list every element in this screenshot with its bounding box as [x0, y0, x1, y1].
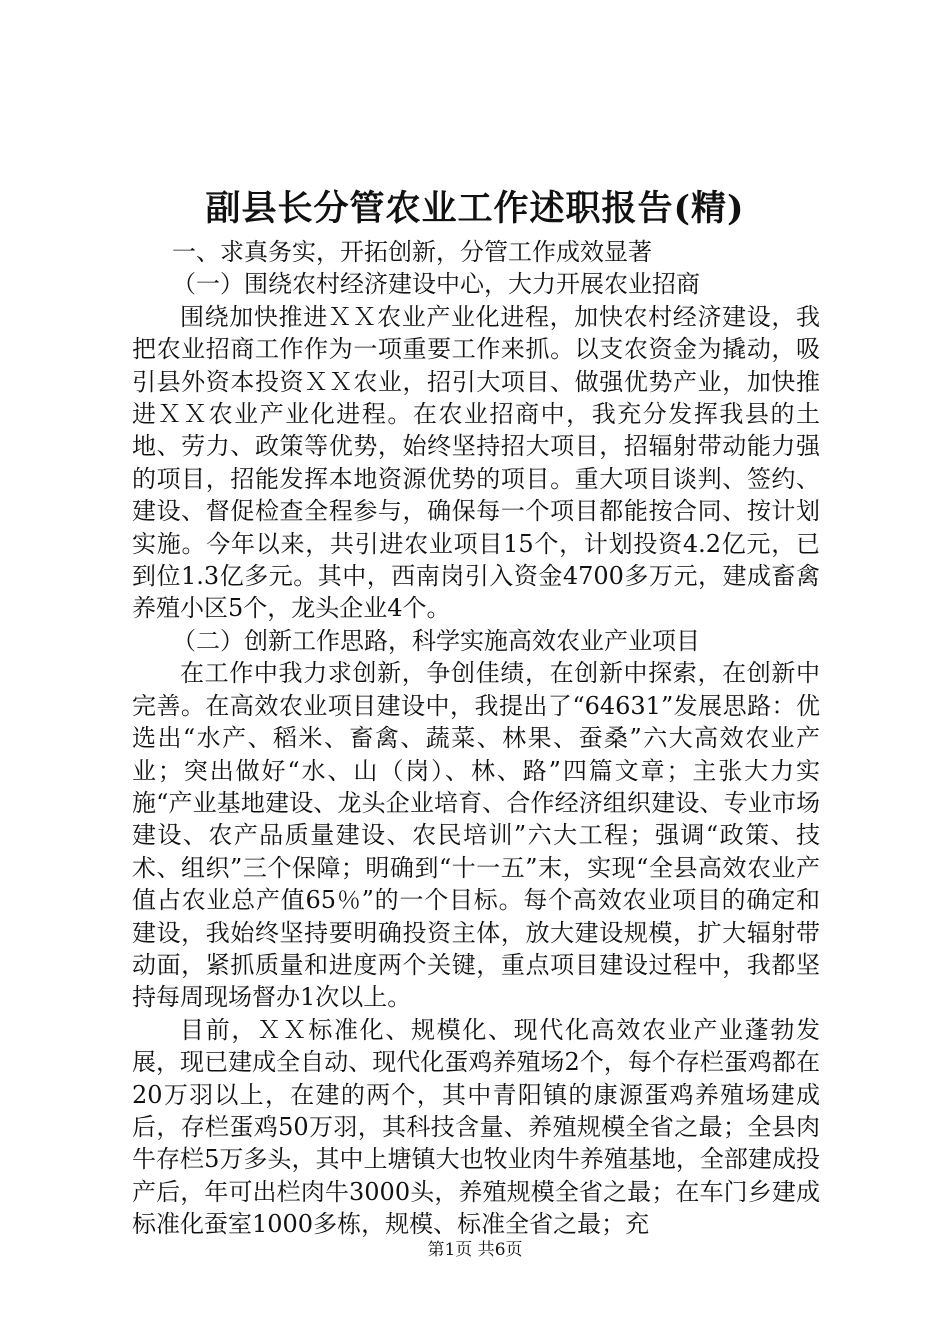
subsection-heading-2: （二）创新工作思路，科学实施高效农业产业项目 — [172, 626, 700, 655]
section-heading: 一、求真务实，开拓创新，分管工作成效显著 — [172, 238, 652, 266]
paragraph-3: 目前，ＸＸ标准化、规模化、现代化高效农业产业蓬勃发展，现已建成全自动、现代化蛋鸡养殖场2个，每个存栏蛋鸡都在20万羽以上，在建的两个，其中青阳镇的康源蛋鸡养殖场建成后，存栏蛋鸡50万羽，其科技含量、养殖规模全省之最；全县肉牛存栏5万多头，其中上塘镇大也牧业肉牛养殖基地，全部建成投产后，年可出栏肉牛3000头，养殖规模全省之最；在车门乡建成标准化蚕室1000多栋，规模、标准全省之最；充 — [132, 1015, 820, 1239]
paragraph-2: 在工作中我力求创新，争创佳绩，在创新中探索，在创新中完善。在高效农业项目建设中，我提出了“64631”发展思路：优选出“水产、稻米、畜禽、蔬菜、林果、蚕桑”六大高效农业产业；突出做好“水、山（岗）、林、路”四篇文章；主张大力实施“产业基地建设、龙头企业培育、合作经济组织建设、专业市场建设、农产品质量建设、农民培训”六大工程；强调“政策、技术、组织”三个保障；明确到“十一五”末，实现“全县高效农业产值占农业总产值65％”的一个目标。每个高效农业项目的确定和建设，我始终坚持要明确投资主体，放大建设规模，扩大辐射带动面，紧抓质量和进度两个关键，重点项目建设过程中，我都坚持每周现场督办1次以上。 — [132, 659, 820, 1012]
subsection-heading-1: （一）围绕农村经济建设中心，大力开展农业招商 — [172, 270, 700, 299]
document-title: 副县长分管农业工作述职报告(精) — [205, 188, 745, 229]
page-footer: 第1页 共6页 — [427, 1240, 523, 1260]
paragraph-1: 围绕加快推进ＸＸ农业产业化进程，加快农村经济建设，我把农业招商工作作为一项重要工作来抓。以支农资金为撬动，吸引县外资本投资ＸＸ农业，招引大项目、做强优势产业，加快推进ＸＸ农业产业化进程。在农业招商中，我充分发挥我县的土地、劳力、政策等优势，始终坚持招大项目，招辐射带动能力强的项目，招能发挥本地资源优势的项目。重大项目谈判、签约、建设、督促检查全程参与，确保每一个项目都能按合同、按计划实施。今年以来，共引进农业项目15个，计划投资4.2亿元，已到位1.3亿多元。其中，西南岗引入资金4700多万元，建成畜禽养殖小区5个，龙头企业4个。 — [132, 302, 820, 623]
document-body — [132, 236, 820, 1241]
